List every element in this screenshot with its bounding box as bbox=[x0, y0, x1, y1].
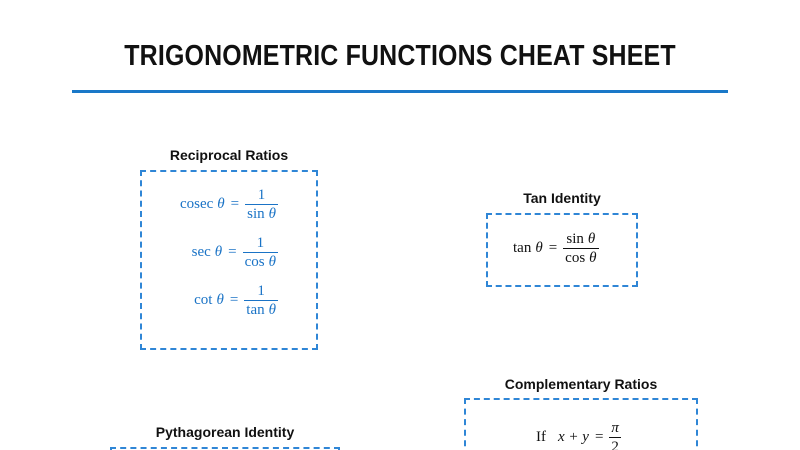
reciprocal-ratios-label: Reciprocal Ratios bbox=[169, 147, 289, 163]
sec-formula: sec θ = $\frac{1}{\text{cos θ}}$ bbox=[191, 235, 276, 270]
x-plus-y: x + y bbox=[558, 429, 589, 445]
complementary-formula: If x + y = $\frac{\pi}{2}$ bbox=[536, 420, 621, 450]
cot-formula: cot θ = $\frac{1}{\text{tan θ}}$ bbox=[194, 283, 276, 318]
tan-identity-formula: tan θ = $\frac{\text{sin θ}}{\text{cos θ}}$ bbox=[513, 231, 597, 266]
complementary-ratios-label: Complementary Ratios bbox=[504, 376, 658, 392]
if-text: If bbox=[536, 429, 546, 445]
cosec-formula: cosec θ = $\frac{1}{\text{sin θ}}$ bbox=[179, 187, 276, 222]
pythagorean-identity-label: Pythagorean Identity bbox=[155, 424, 295, 440]
tan-identity-label: Tan Identity bbox=[523, 190, 601, 206]
title-divider bbox=[72, 90, 728, 93]
page-title: TRIGONOMETRIC FUNCTIONS CHEAT SHEET bbox=[124, 40, 676, 72]
